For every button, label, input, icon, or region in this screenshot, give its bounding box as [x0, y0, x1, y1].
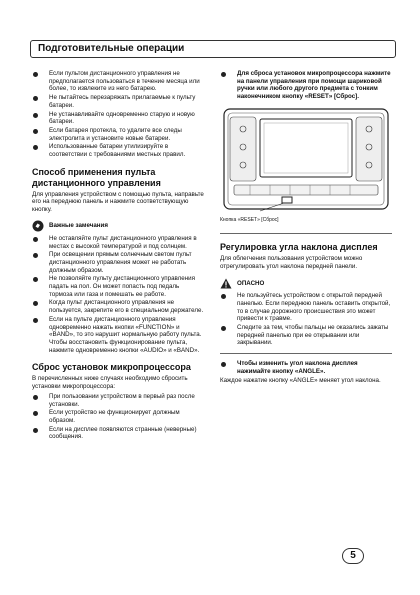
list-item: Не оставляйте пульт дистанционного управления в местах с высокой температурой и под солнцем.	[32, 235, 204, 250]
danger-label: ОПАСНО	[237, 279, 265, 287]
device-illustration	[220, 107, 392, 227]
note-icon	[32, 220, 44, 232]
tilt-text: Для облегчения пользования устройством можно отрегулировать угол наклона передней панели.	[220, 254, 363, 270]
list-item: Использованные батареи утилизируйте в соответствии с требованиями местных правил.	[32, 143, 204, 158]
list-item: Следите за тем, чтобы пальцы не оказались зажаты передней панелью при ее открывании или закрывании.	[220, 324, 392, 347]
warning-triangle-icon	[220, 278, 232, 289]
danger-title	[220, 278, 392, 289]
reset-button-caption: Кнопка «RESET» [Сброс]	[220, 216, 279, 223]
reset-text: В перечисленных ниже случаях необходимо сбросить установки микропроцессора:	[32, 375, 188, 391]
list-item: Если на пульте дистанционного управления одновременно нажать кнопки «FUNCTION» и «BAND», то это нарушит нормальную работу пульта. Чтобы восстановить функционирование пульта, нажмите одновременно кнопки «AUDIO» и «BAND».	[32, 316, 204, 355]
angle-instruction-list	[220, 360, 392, 375]
section-divider	[220, 353, 392, 354]
tilt-heading: Регулировка угла наклона дисплея	[220, 241, 378, 252]
reset-list	[32, 393, 204, 441]
reset-instruction: Для сброса установок микропроцессора нажмите на панели управления при помощи шариковой ручки или любого другого предмета с тонким наконечником кнопку «RESET» [Сброс].	[220, 70, 392, 101]
important-notes-label: Важные замечания	[49, 221, 108, 229]
angle-instruction: Чтобы изменить угол наклона дисплея нажимайте кнопку «ANGLE».	[220, 360, 392, 375]
left-column	[32, 70, 204, 442]
reset-instruction-list	[220, 70, 392, 101]
angle-text: Каждое нажатие кнопку «ANGLE» меняет угол наклона.	[220, 376, 381, 384]
battery-list	[32, 70, 204, 159]
page-title: Подготовительные операции	[38, 43, 185, 54]
important-notes-title	[32, 220, 204, 232]
list-item: Если пультом дистанционного управления не предполагается пользоваться в течение месяца или более, то извлеките из него батарею.	[32, 70, 204, 93]
remote-heading: Способ применения пульта дистанционного управления	[32, 166, 161, 188]
list-item: Когда пульт дистанционного управления не пользуется, закрепите его в специальном держателе.	[32, 299, 204, 314]
section-divider	[220, 233, 392, 234]
list-item: Если на дисплее появляются странные (неверные) сообщения.	[32, 426, 204, 441]
danger-list	[220, 292, 392, 347]
reset-heading: Сброс установок микропроцессора	[32, 362, 191, 373]
list-item: При пользовании устройством в первый раз после установки.	[32, 393, 204, 408]
page-number: 5	[342, 548, 364, 564]
list-item: При освещении прямым солнечным светом пульт дистанционного управления может не работать должным образом.	[32, 251, 204, 274]
list-item: Не пытайтесь перезаряжать прилагаемые к пульту батареи.	[32, 94, 204, 109]
list-item: Если устройство не функционирует должным образом.	[32, 409, 204, 424]
list-item: Если батарея протекла, то удалите все следы электролита и установите новые батареи.	[32, 127, 204, 142]
list-item: Не пользуйтесь устройством с открытой передней панелью. Если переднюю панель оставить открытой, то в случае дорожного происшествия это может привести к травме.	[220, 292, 392, 323]
remote-text: Для управления устройством с помощью пульта, направьте его на переднюю панель и нажмите соответствующую кнопку.	[32, 190, 204, 214]
right-column	[220, 70, 392, 386]
head-unit-drawing	[220, 107, 392, 215]
list-item: Не устанавливайте одновременно старую и новую батареи.	[32, 111, 204, 126]
list-item: Не позволяйте пульту дистанционного управления падать на пол. Он может попасть под педаль тормоза или газа и помешать ее работе.	[32, 275, 204, 298]
important-list	[32, 235, 204, 355]
